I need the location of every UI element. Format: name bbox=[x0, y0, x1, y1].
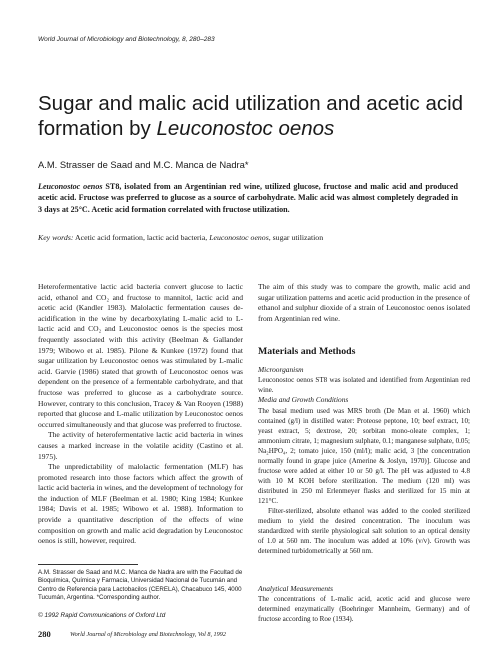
keywords-organism: Leuconostoc oenos, bbox=[209, 233, 271, 242]
keywords-text-1: Acetic acid formation, lactic acid bacteria, bbox=[73, 233, 210, 242]
abstract bbox=[38, 181, 458, 215]
title-text: Sugar and malic acid utilization and acetic acid formation by bbox=[38, 92, 464, 140]
keywords bbox=[38, 233, 458, 243]
analytical-section bbox=[258, 584, 470, 624]
media-section bbox=[258, 395, 470, 556]
media-text-2: Filter-sterilized, absolute ethanol was added to the cooled sterilized medium to yield the desired concentration. The inoculum was standardized with sterile physiological salt solution to an optical density of 1.0 at 560 nm. The inoculum was added at 10% (v/v). Growth was determined turbidometrically at 560 nm. bbox=[258, 507, 470, 555]
section-heading: Materials and Methods bbox=[258, 346, 356, 357]
microorganism-heading: Microorganism bbox=[258, 365, 304, 374]
intro-paragraph-1: Heterofermentative lactic acid bacteria convert glucose to lactic acid, ethanol and CO₂ and fructose to mannitol, lactic acid and acetic acid (Kandler 1983). Malolactic fermentation causes de-acidification in the wine by decarboxylating L-malic acid to L-lactic acid and CO₂ and Leuconostoc oenos is the species most frequently associated with this activity (Beelman & Gallander 1979; Wibowo et al. 1985). Pilone & Kunkee (1972) found that sugar utilization by Leuconostoc oenos was stimulated by L-malic acid. Garvie (1986) stated that growth of Leuconostoc oenos was dependent on the presence of a fermentable carbohydrate, and that fructose was preferred to glucose as a carbohydrate source. However, contrary to this conclusion, Tracey & Van Rooyen (1988) reported that glucose and L-malic utilization by Leuconostoc oenos occurred simultaneously and that glucose was preferred to fructose. bbox=[38, 282, 243, 429]
intro-paragraph-2: The activity of heterofermentative lactic acid bacteria in wines causes a marked increase in the volatile acidity (Castino et al. 1975). bbox=[38, 430, 243, 461]
keywords-label: Key words: bbox=[38, 233, 74, 242]
article-title bbox=[38, 92, 468, 141]
title-organism: Leuconostoc oenos bbox=[156, 116, 335, 140]
analytical-text: The concentrations of L-malic acid, acetic acid and glucose were determined enzymatically (Boehringer Mannheim, Germany) and of fructose according to Roe (1934). bbox=[258, 595, 470, 623]
body-right-column bbox=[258, 282, 470, 324]
keywords-text-2: sugar utilization bbox=[270, 233, 324, 242]
intro-paragraph-3: The unpredictability of malolactic fermentation (MLF) has promoted research into those factors which affect the growth of lactic acid bacteria in wines, and the development of technology for the induction of MLF (Beelman et al. 1980; King 1984; Kunkee 1984; Davis et al. 1985; Wibowo et al. 1988). Information to provide a quantitative description of the effects of wine composition on growth and malic acid degradation by Leuconostoc oenos is still, however, required. bbox=[38, 462, 243, 546]
media-text: The basal medium used was MRS broth (De Man et al. 1960) which contained (g/l) in distilled water: Proteose peptone, 10; beef extract, 10; yeast extract, 5; dextrose, 20; sorbitan mono-oleate complex, 1; ammonium citrate, 1; magnesium sulphate, 0.1; manganese sulphate, 0.05; Na₂HPO₄, 2; tomato juice, 150 (ml/l); malic acid, 3 [the concentration normally found in grape juice (Amerine & Joslyn, 1970)]. Glucose and fructose were added at either 10 or 50 g/l. The pH was adjusted to 4.8 with 10 M KOH before sterilization. The medium (120 ml) was distributed in 250 ml Erlenmeyer flasks and sterilized for 15 min at 121°C. bbox=[258, 407, 470, 505]
article-authors: A.M. Strasser de Saad and M.C. Manca de Nadra* bbox=[38, 159, 249, 170]
analytical-heading: Analytical Measurements bbox=[258, 584, 334, 593]
microorganism-section bbox=[258, 365, 470, 395]
footnote-rule bbox=[38, 564, 138, 565]
media-heading: Media and Growth Conditions bbox=[258, 395, 349, 404]
aim-paragraph: The aim of this study was to compare the growth, malic acid and sugar utilization patterns and acetic acid production in the presence of ethanol and sulphur dioxide of a strain of Leuconostoc oenos isolated from Argentinian red wine. bbox=[258, 282, 470, 323]
page-number: 280 bbox=[38, 629, 51, 639]
abstract-text: ST8, isolated from an Argentinian red wine, utilized glucose, fructose and malic acid and produced acetic acid. Fructose was preferred to glucose as a source of carbohydrate. Malic acid was almost completely degraded in 3 days at 25°C. Acetic acid formation correlated with fructose utilization. bbox=[38, 182, 459, 214]
copyright: © 1992 Rapid Communications of Oxford Ltd bbox=[38, 612, 166, 619]
microorganism-text: Leuconostoc oenos ST8 was isolated and identified from Argentinian red wine. bbox=[258, 376, 470, 394]
journal-header: World Journal of Microbiology and Biotechnology, 8, 280–283 bbox=[38, 36, 215, 43]
abstract-organism: Leuconostoc oenos bbox=[38, 182, 103, 191]
body-left-column bbox=[38, 282, 243, 547]
author-affiliation: A.M. Strasser de Saad and M.C. Manca de Nadra are with the Facultad de Bioquímica, Química y Farmacia, Universidad Nacional de Tucumán and Centro de Referencia para Lactobacilos (CERELA), Chacabuco 145, 4000 Tucumán, Argentina. *Corresponding author. bbox=[38, 569, 243, 601]
footer-journal: World Journal of Microbiology and Biotechnology, Vol 8, 1992 bbox=[70, 631, 226, 638]
